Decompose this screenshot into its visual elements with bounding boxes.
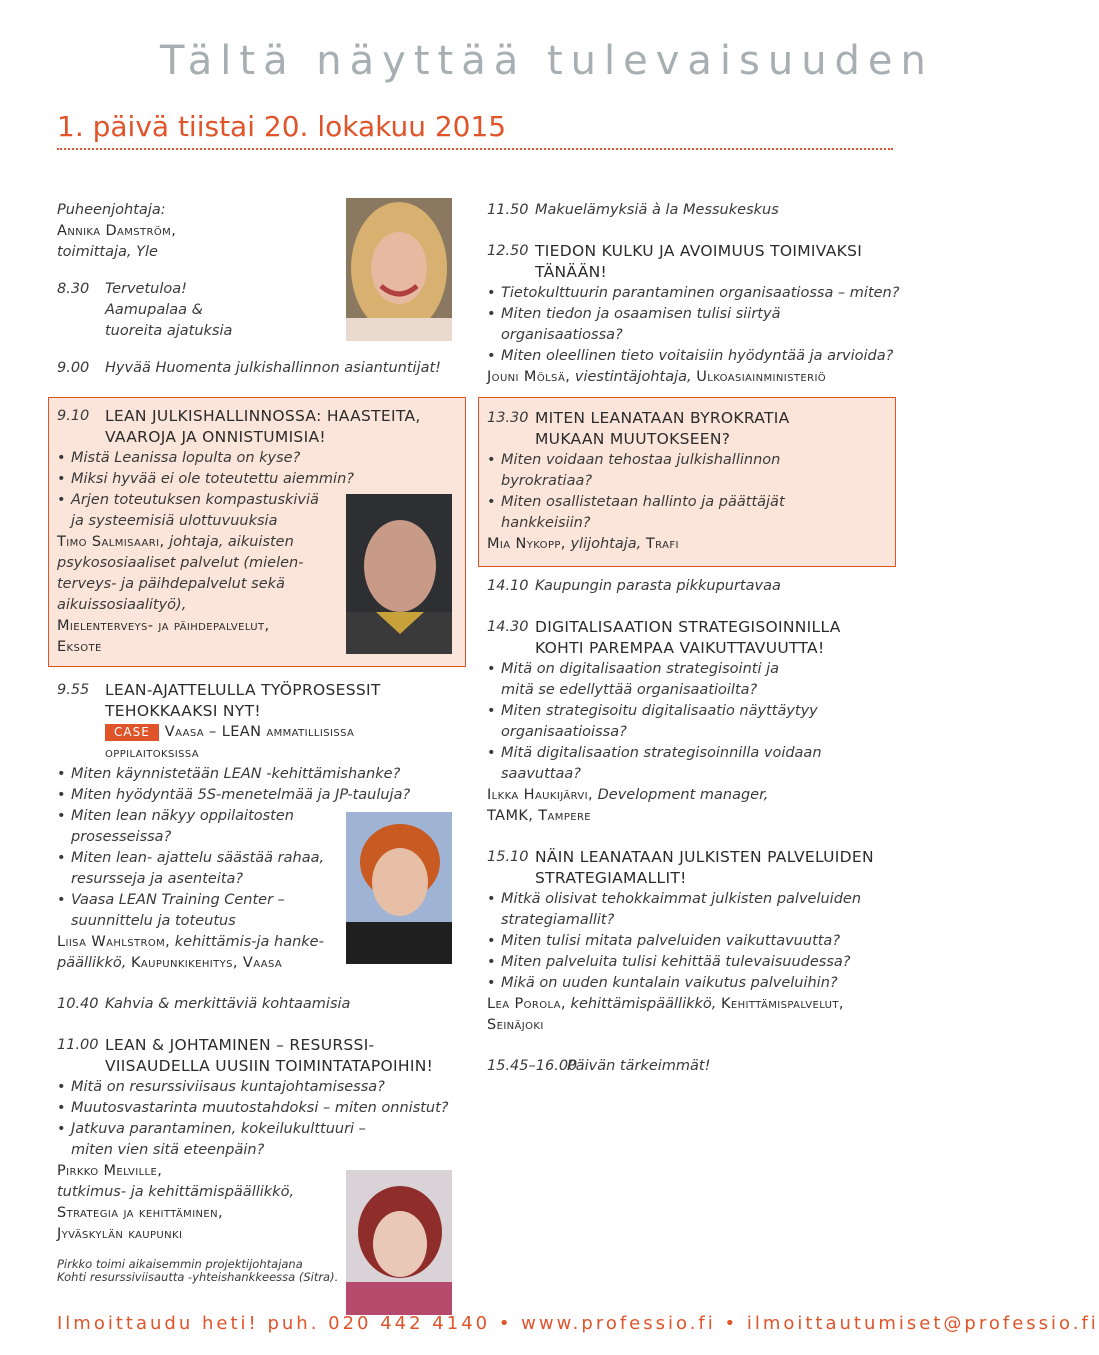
page-banner: Tältä näyttää tulevaisuuden (160, 38, 934, 84)
session-heading: KOHTI PAREMPAA VAIKUTTAVUUTTA! (535, 639, 825, 657)
session-time: 9.10 (57, 408, 90, 424)
speaker-info (487, 785, 907, 806)
session-1040 (57, 994, 457, 1015)
bullet-list (487, 283, 907, 367)
list-item: • Miten voidaan tehostaa julkishallinnon byrokratiaa? (487, 450, 887, 492)
session-heading: LEAN & JOHTAMINEN – RESURSSI- (105, 1036, 375, 1054)
day-title: 1. päivä tiistai 20. lokakuu 2015 (57, 110, 507, 143)
session-time: 12.50 (487, 243, 529, 259)
session-heading: TIEDON KULKU JA AVOIMUUS TOIMIVAKSI (535, 242, 863, 260)
case-badge: CASE (105, 724, 159, 741)
list-item: • Mitä on digitalisaation strategisointi ja mitä se edellyttää organisaatioilta? (487, 659, 907, 701)
speaker-name: Lea Porola, (487, 996, 566, 1012)
speaker-role: terveys- ja päihdepalvelut sekä (57, 576, 285, 592)
list-item: • Miksi hyvää ei ole toteutettu aiemmin? (57, 469, 457, 490)
session-text: tuoreita ajatuksia (105, 323, 233, 339)
list-item: • Arjen toteutuksen kompastuskiviä ja systeemisiä ulottuvuuksia (57, 490, 457, 532)
bullet-list (57, 1077, 457, 1161)
right-column-lower (487, 576, 907, 1077)
session-heading: STRATEGIAMALLIT! (535, 869, 687, 887)
speaker-role: viestintäjohtaja, (574, 369, 692, 385)
speaker-org: Seinäjoki (487, 1017, 544, 1033)
session-time: 8.30 (57, 281, 90, 297)
session-time: 15.45–16.00 (487, 1058, 578, 1074)
session-0900 (57, 358, 457, 379)
speaker-role: kehittämis-ja hanke- (174, 934, 324, 950)
session-time: 9.00 (57, 360, 90, 376)
list-item: • Miten lean näkyy oppilaitosten prosesseissa? (57, 806, 457, 848)
list-item: • Miten tulisi mitata palveluiden vaikuttavuutta? (487, 931, 907, 952)
speaker-name: Jouni Mölsä, (487, 369, 571, 385)
speaker-role: johtaja, aikuisten (169, 534, 294, 550)
speaker-org: Trafi (645, 536, 679, 552)
session-heading: LEAN-AJATTELULLA TYÖPROSESSIT (105, 681, 381, 699)
session-text: Kaupungin parasta pikkupurtavaa (535, 578, 781, 594)
session-heading: LEAN JULKISHALLINNOSSA: HAASTEITA, (105, 407, 421, 425)
speaker-name: Timo Salmisaari, (57, 534, 165, 550)
chair-role: toimittaja, Yle (57, 244, 158, 260)
session-text: Makuelämyksiä à la Messukeskus (535, 202, 779, 218)
session-1250 (487, 241, 907, 283)
session-heading: DIGITALISAATION STRATEGISOINNILLA (535, 618, 841, 636)
session-time: 9.55 (57, 682, 90, 698)
case-title: oppilaitoksissa (105, 745, 200, 761)
speaker-name: Mia Nykopp, (487, 536, 566, 552)
speaker-org: TAMK, Tampere (487, 808, 592, 824)
session-1430 (487, 617, 907, 659)
list-item: • Miten hyödyntää 5S-menetelmää ja JP-tauluja? (57, 785, 457, 806)
speaker-org: Mielenterveys- ja päihdepalvelut, (57, 618, 270, 634)
dotted-divider (57, 148, 893, 150)
list-item: • Mitä digitalisaation strategisoinnilla voidaan saavuttaa? (487, 743, 907, 785)
speaker-role: Development manager, (597, 787, 769, 803)
chair-label: Puheenjohtaja: (57, 202, 166, 218)
list-item: • Mikä on uuden kuntalain vaikutus palveluihin? (487, 973, 907, 994)
speaker-org: Ulkoasiainministeriö (696, 369, 827, 385)
speaker-role: ylijohtaja, (570, 536, 642, 552)
session-time: 14.30 (487, 619, 529, 635)
session-heading: NÄIN LEANATAAN JULKISTEN PALVELUIDEN (535, 848, 874, 866)
speaker-name: Ilkka Haukijärvi, (487, 787, 594, 803)
speaker-role: tutkimus- ja kehittämispäällikkö, (57, 1184, 295, 1200)
speaker-photo-liisa (346, 812, 452, 964)
list-item: • Miten tiedon ja osaamisen tulisi siirtyä organisaatiossa? (487, 304, 907, 346)
session-text: Tervetuloa! (105, 281, 187, 297)
session-text: Kahvia & merkittäviä kohtaamisia (105, 996, 351, 1012)
session-time: 13.30 (487, 410, 529, 426)
session-time: 11.00 (57, 1037, 99, 1053)
list-item: • Miten lean- ajattelu säästää rahaa, resursseja ja asenteita? (57, 848, 457, 890)
list-item: • Mitä on resurssiviisaus kuntajohtamisessa? (57, 1077, 457, 1098)
session-heading: VAAROJA JA ONNISTUMISIA! (105, 428, 326, 446)
list-item: • Miten osallistetaan hallinto ja päättäjät hankkeisiin? (487, 492, 887, 534)
footnote: Pirkko toimi aikaisemmin projektijohtajana Kohti resurssiviisautta -yhteishankkeessa (Sitra). (57, 1257, 339, 1284)
speaker-org: Kaupunkikehitys, Vaasa (130, 955, 283, 971)
session-1100 (57, 1035, 457, 1077)
registration-footer: Ilmoittaudu heti! puh. 020 442 4140 • www.professio.fi • ilmoittautumiset@professio.fi (57, 1313, 1099, 1334)
speaker-org: Eksote (57, 639, 102, 655)
speaker-role: psykososiaaliset palvelut (mielen- (57, 555, 304, 571)
speaker-role: aikuissosiaalityö), (57, 597, 187, 613)
session-heading: MUKAAN MUUTOKSEEN? (535, 430, 731, 448)
list-item: • Tietokulttuurin parantaminen organisaatiossa – miten? (487, 283, 907, 304)
session-heading: VIISAUDELLA UUSIIN TOIMINTATAPOIHIN! (105, 1057, 434, 1075)
list-item: • Miten käynnistetään LEAN -kehittämishanke? (57, 764, 457, 785)
session-1510 (487, 847, 907, 889)
case-title: Vaasa – LEAN ammatillisissa (164, 724, 355, 740)
list-item: • Vaasa LEAN Training Center – suunnittelu ja toteutus (57, 890, 457, 932)
list-item: • Mistä Leanissa lopulta on kyse? (57, 448, 457, 469)
speaker-info (487, 367, 907, 388)
speaker-photo-annika (346, 198, 452, 341)
list-item: • Muutosvastarinta muutostahdoksi – miten onnistut? (57, 1098, 457, 1119)
session-1410 (487, 576, 907, 597)
session-text: Aamupalaa & (105, 302, 203, 318)
speaker-role: kehittämispäällikkö, (570, 996, 717, 1012)
list-item: • Mitkä olisivat tehokkaimmat julkisten palveluiden strategiamallit? (487, 889, 907, 931)
speaker-photo-pirkko (346, 1170, 452, 1315)
speaker-name: Liisa Wahlstrom, (57, 934, 171, 950)
speaker-org: Strategia ja kehittäminen, (57, 1205, 224, 1221)
speaker-org: Kehittämispalvelut, (721, 996, 844, 1012)
session-time: 15.10 (487, 849, 529, 865)
speaker-role: päällikkö, (57, 955, 127, 971)
list-item: • Jatkuva parantaminen, kokeilukulttuuri – miten vien sitä eteenpäin? (57, 1119, 457, 1161)
session-time: 11.50 (487, 202, 529, 218)
session-time: 14.10 (487, 578, 529, 594)
session-heading: TÄNÄÄN! (535, 263, 608, 281)
speaker-info (487, 994, 907, 1015)
bullet-list (487, 659, 907, 785)
speaker-photo-timo (346, 494, 452, 654)
bullet-list (487, 889, 907, 994)
speaker-info (487, 534, 887, 555)
bullet-list (487, 450, 887, 534)
session-time: 10.40 (57, 996, 99, 1012)
session-1330 (487, 408, 887, 555)
list-item: • Miten palveluita tulisi kehittää tulevaisuudessa? (487, 952, 907, 973)
list-item: • Miten oleellinen tieto voitaisiin hyödyntää ja arvioida? (487, 346, 907, 367)
speaker-name: Pirkko Melville, (57, 1163, 163, 1179)
session-1545 (487, 1056, 907, 1077)
right-column (487, 200, 907, 388)
chair-name: Annika Damström, (57, 223, 177, 239)
speaker-org: Jyväskylän kaupunki (57, 1226, 183, 1242)
session-text: Hyvää Huomenta julkishallinnon asiantuntijat! (105, 360, 441, 376)
session-heading: MITEN LEANATAAN BYROKRATIA (535, 409, 790, 427)
session-heading: TEHOKKAAKSI NYT! (105, 702, 261, 720)
session-1150 (487, 200, 907, 221)
session-text: Päivän tärkeimmät! (567, 1058, 711, 1074)
list-item: • Miten strategisoitu digitalisaatio näyttäytyy organisaatioissa? (487, 701, 907, 743)
